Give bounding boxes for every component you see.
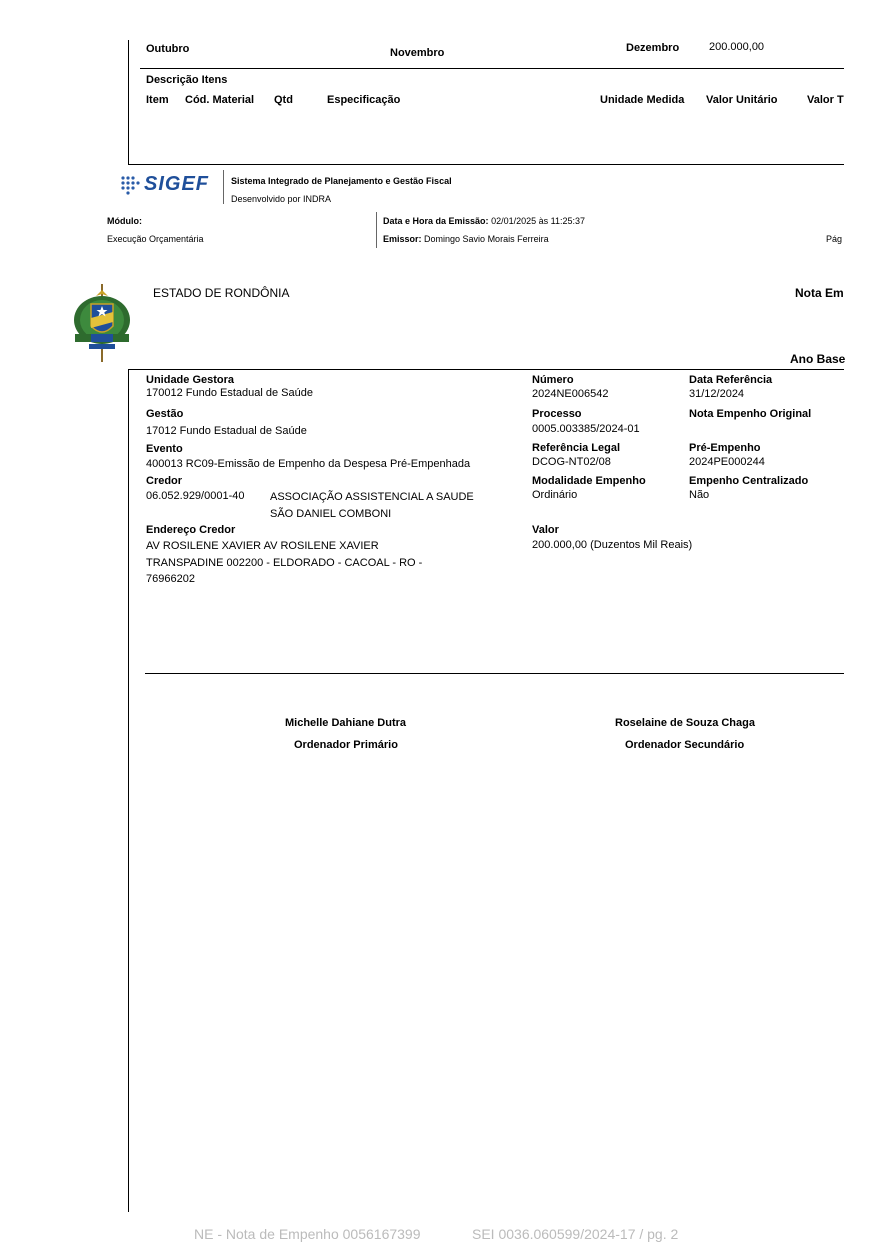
signature-secondary-role: Ordenador Secundário	[625, 739, 745, 751]
endereco-line-3: 76966202	[146, 573, 195, 585]
emissor-label: Emissor:	[383, 234, 422, 244]
month-novembro: Novembro	[390, 47, 445, 59]
modulo-label: Módulo:	[107, 216, 142, 226]
sigef-developer: Desenvolvido por INDRA	[231, 194, 332, 204]
items-col-especificacao: Especificação	[327, 94, 401, 106]
items-col-qtd: Qtd	[274, 94, 293, 106]
valor-label: Valor	[532, 524, 559, 536]
modalidade-value: Ordinário	[532, 489, 578, 501]
sigef-system-name: Sistema Integrado de Planejamento e Gestão Fiscal	[231, 176, 452, 186]
ano-base-label: Ano Base	[790, 352, 846, 366]
gestao-value: 17012 Fundo Estadual de Saúde	[146, 425, 307, 437]
unidade-gestora-code: 170012	[146, 387, 183, 399]
unidade-gestora-name: Fundo Estadual de Saúde	[185, 387, 313, 399]
pre-empenho-label: Pré-Empenho	[689, 442, 761, 454]
month-outubro: Outubro	[146, 43, 190, 55]
document-title: Nota Em	[795, 286, 844, 300]
state-coat-of-arms	[71, 282, 133, 364]
emissao-value: 02/01/2025 às 11:25:37	[491, 216, 585, 226]
state-name: ESTADO DE RONDÔNIA	[153, 286, 290, 300]
endereco-label: Endereço Credor	[146, 524, 236, 536]
valor-value: 200.000,00 (Duzentos Mil Reais)	[532, 539, 693, 551]
numero-label: Número	[532, 374, 574, 386]
data-referencia-label: Data Referência	[689, 374, 773, 386]
page-label: Pág	[826, 234, 843, 244]
processo-value: 0005.003385/2024-01	[532, 423, 640, 435]
emissao-label: Data e Hora da Emissão:	[383, 216, 489, 226]
credor-name-line-2: SÃO DANIEL COMBONI	[270, 508, 392, 520]
empenho-centralizado-value: Não	[689, 489, 710, 501]
sei-footer-right: SEI 0036.060599/2024-17 / pg. 2	[472, 1226, 679, 1242]
main-box-top-border	[128, 369, 844, 370]
processo-label: Processo	[532, 408, 582, 420]
sigef-dots-icon	[120, 172, 142, 196]
credor-label: Credor	[146, 475, 183, 487]
items-col-valor-unitario: Valor Unitário	[706, 94, 778, 106]
modalidade-label: Modalidade Empenho	[532, 475, 646, 487]
sigef-divider	[223, 170, 224, 204]
empenho-centralizado-label: Empenho Centralizado	[689, 475, 809, 487]
evento-label: Evento	[146, 443, 183, 455]
referencia-legal-value: DCOG-NT02/08	[532, 456, 611, 468]
endereco-line-2: TRANSPADINE 002200 - ELDORADO - CACOAL - RO -	[146, 557, 423, 569]
signature-secondary-name: Roselaine de Souza Chaga	[615, 717, 755, 729]
signature-primary-role: Ordenador Primário	[294, 739, 398, 751]
month-dezembro: Dezembro	[626, 42, 680, 54]
referencia-legal-label: Referência Legal	[532, 442, 621, 454]
data-referencia-value: 31/12/2024	[689, 388, 745, 400]
items-col-cod-material: Cód. Material	[185, 94, 255, 106]
endereco-line-1: AV ROSILENE XAVIER AV ROSILENE XAVIER	[146, 540, 379, 552]
items-divider	[140, 68, 844, 69]
signature-divider	[145, 673, 844, 674]
credor-cnpj: 06.052.929/0001-40	[146, 490, 245, 502]
nota-empenho-original-label: Nota Empenho Original	[689, 408, 812, 420]
emissor-line	[383, 234, 549, 244]
month-dezembro-value: 200.000,00	[709, 41, 765, 53]
unidade-gestora-value	[146, 387, 313, 399]
top-box-left-border	[128, 40, 129, 164]
gestao-label: Gestão	[146, 408, 184, 420]
numero-value: 2024NE006542	[532, 388, 609, 400]
sigef-logo-text: SIGEF	[144, 173, 210, 195]
modulo-value: Execução Orçamentária	[107, 234, 204, 244]
items-col-item: Item	[146, 94, 169, 106]
signature-primary-name: Michelle Dahiane Dutra	[285, 717, 407, 729]
sigef-logo	[120, 172, 218, 196]
top-box-bottom-border	[128, 164, 844, 165]
evento-value: 400013 RC09-Emissão de Empenho da Despesa Pré-Empenhada	[146, 458, 471, 470]
sei-footer-left: NE - Nota de Empenho 0056167399	[194, 1226, 421, 1242]
main-box-left-border	[128, 369, 129, 1212]
items-title: Descrição Itens	[146, 74, 228, 86]
emission-divider	[376, 212, 377, 248]
emissor-value: Domingo Savio Morais Ferreira	[424, 234, 549, 244]
emission-line	[383, 216, 585, 226]
pre-empenho-value: 2024PE000244	[689, 456, 765, 468]
credor-name-line-1: ASSOCIAÇÃO ASSISTENCIAL A SAUDE	[270, 491, 474, 503]
items-col-unidade-medida: Unidade Medida	[600, 94, 685, 106]
items-col-valor-total: Valor T	[807, 94, 844, 106]
unidade-gestora-label: Unidade Gestora	[146, 374, 235, 386]
